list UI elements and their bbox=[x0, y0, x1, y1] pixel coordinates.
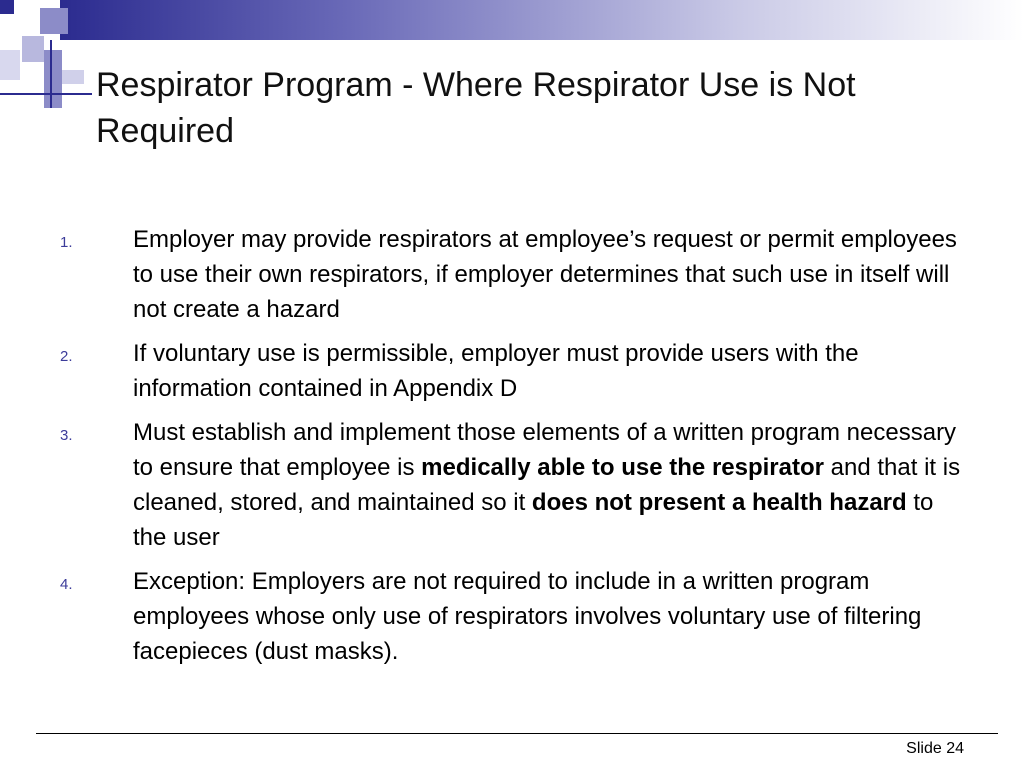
list-item bbox=[60, 336, 970, 406]
list-item bbox=[60, 415, 970, 555]
list-item-number: 4. bbox=[60, 576, 73, 593]
deco-horizontal-line bbox=[0, 93, 92, 95]
deco-square bbox=[44, 50, 62, 108]
header-band bbox=[60, 0, 1024, 40]
emphasized-text: medically able to use the respirator bbox=[421, 454, 824, 481]
text-segment: to the user bbox=[133, 489, 934, 551]
list-item-number: 3. bbox=[60, 427, 73, 444]
deco-square bbox=[0, 50, 20, 80]
text-segment: Employer may provide respirators at employee’s request or permit employees to use their own respirators, if employer determines that such use in itself will not create a hazard bbox=[133, 226, 957, 323]
deco-square bbox=[40, 8, 68, 34]
text-segment: If voluntary use is permissible, employer must provide users with the information contained in Appendix D bbox=[133, 340, 859, 402]
text-segment: Exception: Employers are not required to include in a written program employees whose only use of respirators involves voluntary use of filtering facepieces (dust masks). bbox=[133, 568, 922, 665]
list-item-number: 2. bbox=[60, 348, 73, 365]
deco-square bbox=[0, 0, 14, 14]
footer-divider bbox=[36, 733, 998, 734]
emphasized-text: does not present a health hazard bbox=[531, 489, 907, 516]
slide-number: Slide 24 bbox=[906, 740, 964, 757]
list-item-number: 1. bbox=[60, 234, 73, 251]
list-item bbox=[60, 222, 970, 327]
list-item bbox=[60, 564, 970, 669]
list-item-text bbox=[133, 336, 970, 406]
list-item-text bbox=[133, 222, 970, 327]
list-item-text bbox=[133, 564, 970, 669]
deco-square bbox=[22, 36, 44, 62]
deco-square bbox=[62, 70, 84, 84]
slide-title: Respirator Program - Where Respirator Use is Not Required bbox=[96, 66, 856, 150]
text-segment: Must establish and implement those elements of a written program necessary to ensure that employee is bbox=[133, 419, 957, 481]
list-item-text bbox=[133, 415, 970, 555]
text-segment: and that it is cleaned, stored, and maintained so it bbox=[133, 454, 961, 516]
numbered-list bbox=[60, 222, 970, 678]
deco-vertical-line bbox=[50, 40, 52, 108]
